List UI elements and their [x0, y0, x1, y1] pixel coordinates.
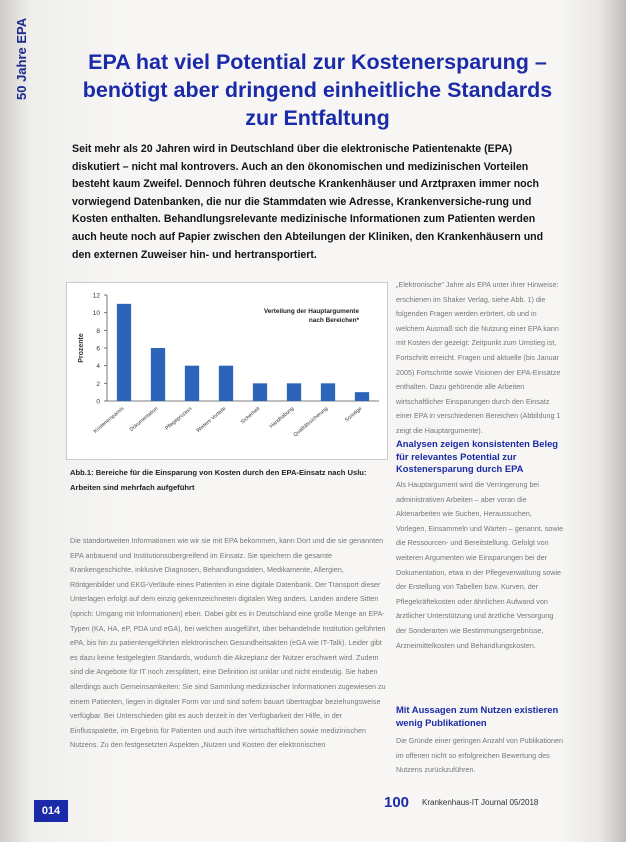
x-tick-label: Handhabung: [268, 405, 296, 430]
bar-2: [151, 348, 165, 401]
chart-title: Verteilung der Hauptargumente: [263, 308, 359, 315]
section-rail-label: 50 Jahre EPA: [14, 17, 29, 100]
y-tick-label: 4: [96, 363, 100, 371]
subheading-publikationen: Mit Aussagen zum Nutzen existieren wenig Publikationen: [396, 704, 559, 728]
chart-figure: [66, 282, 388, 460]
bar-5: [253, 383, 267, 401]
x-tick-label: Sonstige: [343, 405, 364, 424]
chart-title-line-2: nach Bereichen*: [308, 317, 359, 324]
bar-chart: [67, 283, 387, 459]
journal-logo: 100: [384, 794, 410, 811]
right-paragraph-3: Die Gründe einer geringen Anzahl von Publikationen im offenen nicht so erfolgreichen Bewertung des Nutzens zurückzuführen.: [396, 736, 564, 775]
x-tick-label: Pflegeprozess: [164, 405, 194, 432]
right-paragraph-2: Als Hauptargument wird die Verringerung bei administrativen Arbeiten – aber voran die Aktenarbeiten wie Suchen, Heraussuchen, Vorlegen, Einsammeln und Warten – genannt, sowie die Ressourcen- und Bereitstellung. Gefolgt von weiteren Argumenten wie Einsparungen bei der Dokumentation, etwa in der Pflegeverwaltung sowie der Erstellung von Tabellen bzw. Kurven, der Pflegekräftekosten oder ähnlichen Aufwand von ärztlicher Unterstützung und ärztliche Versorgung der Sonderarten wie Bestimmungsergebnisse, Arzneimittelkosten und Behandlungskosten.: [396, 480, 564, 650]
y-tick-label: 10: [92, 310, 100, 318]
y-tick-label: 8: [96, 327, 100, 335]
x-tick-label: Weitere Vorteile: [195, 405, 228, 435]
bar-8: [355, 392, 369, 401]
x-tick-label: Qualitätssicherung: [292, 405, 330, 439]
article-lead: Seit mehr als 20 Jahren wird in Deutschland über die elektronische Patientenakte (EPA) diskutiert – nicht mal kontrovers. Auch an den ökonomischen und medizinischen Vorteilen besteht kaum Zweifel. Dennoch führen deutsche Krankenhäuser und Arztpraxen immer noch vorwiegend Datenbanken, die nur die Stammdaten wie Adresse, Krankenversiche-rung und Kosten enthalten. Behandlungsrelevante medizinische Informationen zum Patienten werden auch heute noch auf Papier zwischen den Abteilungen der Kliniken, den Krankenhäusern und den externen Zuweiser hin- und hertransportiert.: [72, 143, 544, 261]
y-tick-label: 2: [96, 380, 100, 388]
bar-7: [321, 383, 335, 401]
body-column-left: Die standortweiten Informationen wie wir sie mit EPA bekommen, kann Dort und die sie genannten EPA anbauend und Institutionsübergreifend im Einsatz. Sie speichern die gesamte Krankengeschichte, inklusive Diagnosen, Behandlungsdaten, Medikamente, Allergien, Röntgenbilder und EKG-Verläufe eines Patienten in eine digitale Datenbank. Der Transport dieser Unterlagen erfolgt auf dem einzig gekennzeichneten digitalen Weg anders. Landen andere Sitten (sprich: Umgang mit Informationen) eben. Dabei gibt es in Deutschland eine große Menge an EPA-Typen (KA, HA, eP, PDA und eGA), bei welchen ausgeführt, über behandelnde Institution geführten ePA, bis hin zu patientengeführten elektronischen Gesundheitsakten (eGA wie IT-Talk). Leider gibt es dazu keine festgelegten Standards, wodurch die Akzeptanz der Nutzer erschwert wird. Zudem sind die Angebote für IT noch zersplittert, eine Definition ist unklar und nicht eindeutig. Sie haben allerdings auch Gemeinsamkeiten: Sie sind Sammlung medizinischer Informationen zugewiesen zu einem Patienten, liegen in digitaler Form vor und sind sofern bauart übertragbar beziehungsweise verfügbar. Bei Unterschieden gibt es auch derzeit in der Verfügbarkeit der Hilfe, in der Einflusspalette, im Ergebnis für Patienten und auch ihre wirtschaftlichen sowie medizinischen Nutzens. Zu den festgesetzten Aspekten „Nutzen und Kosten der elektronischen: [70, 536, 386, 750]
footer: [384, 794, 574, 812]
bar-6: [287, 383, 301, 401]
subheading-analysen: Analysen zeigen konsistenten Beleg für relevantes Potential zur Kostenersparung durch EPA: [396, 438, 559, 474]
y-axis-title: Prozente: [78, 333, 85, 363]
x-tick-label: Dokumentation: [128, 405, 160, 433]
bar-1: [117, 304, 131, 401]
article-title: EPA hat viel Potential zur Kostenersparung – benötigt aber dringend einheitliche Standards zur Entfaltung: [82, 50, 553, 130]
y-tick-label: 12: [92, 292, 100, 300]
x-tick-label: Kostenersparnis: [92, 405, 126, 435]
y-tick-label: 0: [96, 398, 100, 406]
right-paragraph-1: „Elektronische“ Jahre als EPA unter ihrer Hinweise: erschienen im Shaker Verlag, siehe Abb. 1) die folgenden Fragen werden erörtert, ob und in welchem Ausmaß sich die Nutzung einer EPA kann mit Kosten der gezeigt: Zeitpunkt zum Umstieg ist, Fortschritt erreicht. Fragen und aktuelle (bis Januar 2005) Fortschritte sowie Visionen der EPA-Einsätze enthalten. Dazu gehörende alle Arbeiten wirtschaftlicher Einsparungen durch den Einsatz einer EPA in verschiedenen Bereichen (Abbildung 1 zeigt die Hauptargumente).: [396, 280, 561, 435]
x-tick-label: Sicherheit: [239, 405, 262, 426]
page-number: 014: [34, 800, 68, 822]
journal-source: Krankenhaus-IT Journal 05/2018: [422, 798, 539, 807]
figure-caption: Abb.1: Bereiche für die Einsparung von Kosten durch den EPA-Einsatz nach Uslu: Arbeiten sind mehrfach aufgeführt: [70, 468, 367, 492]
y-tick-label: 6: [96, 345, 100, 353]
bar-3: [185, 366, 199, 401]
bar-4: [219, 366, 233, 401]
